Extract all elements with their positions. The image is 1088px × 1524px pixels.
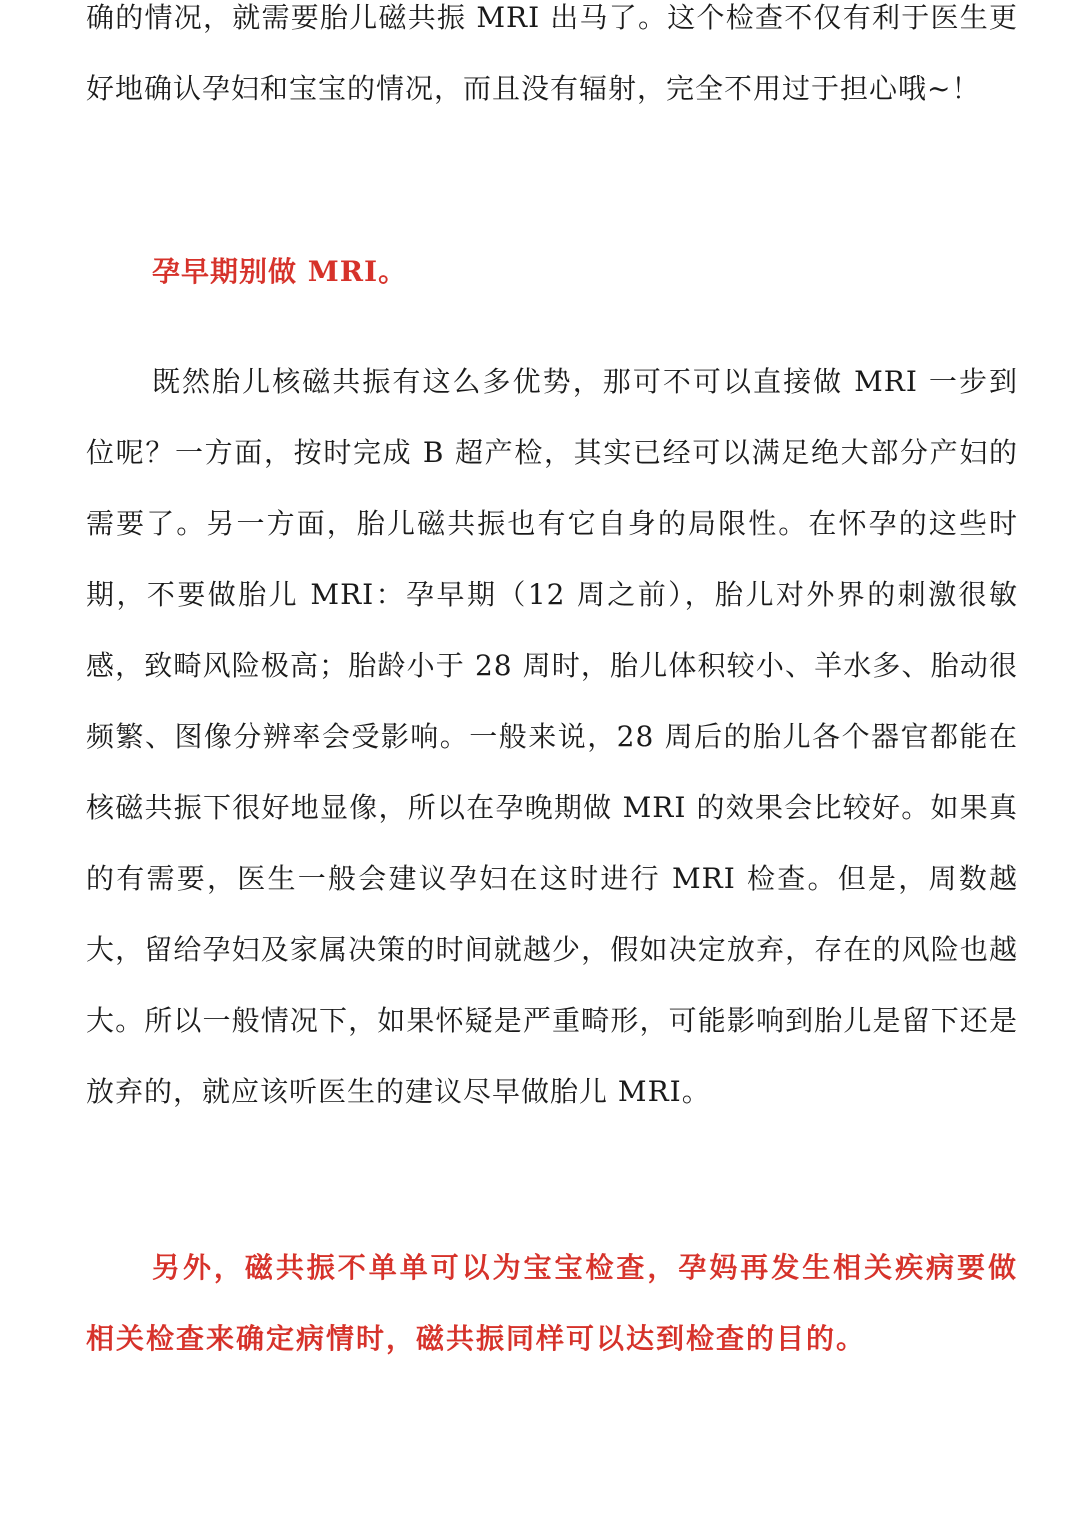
- body-paragraph: 既然胎儿核磁共振有这么多优势，那可不可以直接做 MRI 一步到位呢？一方面，按时完成 B 超产检，其实已经可以满足绝大部分产妇的需要了。另一方面，胎儿磁共振也有它自身的局限性。在怀孕的这些时期，不要做胎儿 MRI：孕早期（12 周之前），胎儿对外界的刺激很敏感，致畸风险极高；胎龄小于 28 周时，胎儿体积较小、羊水多、胎动很频繁、图像分辨率会受影响。一般来说，28 周后的胎儿各个器官都能在核磁共振下很好地显像，所以在孕晚期做 MRI 的效果会比较好。如果真的有需要，医生一般会建议孕妇在这时进行 MRI 检查。但是，周数越大，留给孕妇及家属决策的时间就越少，假如决定放弃，存在的风险也越大。所以一般情况下，如果怀疑是严重畸形，可能影响到胎儿是留下还是放弃的，就应该听医生的建议尽早做胎儿 MRI。: [86, 365, 1018, 1108]
- highlight-note-paragraph: 另外，磁共振不单单可以为宝宝检查，孕妈再发生相关疾病要做相关检查来确定病情时，磁共振同样可以达到检查的目的。: [86, 1251, 1018, 1355]
- intro-paragraph: 确的情况，就需要胎儿磁共振 MRI 出马了。这个检查不仅有利于医生更好地确认孕妇和宝宝的情况，而且没有辐射，完全不用过于担心哦~！: [86, 1, 1018, 105]
- section-heading: 孕早期别做 MRI。: [152, 255, 408, 288]
